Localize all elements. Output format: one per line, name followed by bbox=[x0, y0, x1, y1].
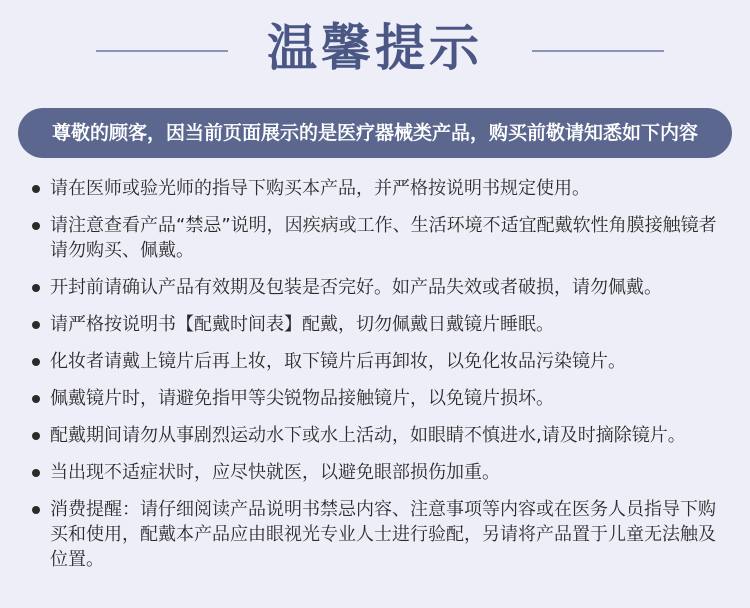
notice-banner: 尊敬的顾客，因当前页面展示的是医疗器械类产品，购买前敬请知悉如下内容 bbox=[18, 108, 732, 158]
bullet-icon bbox=[32, 321, 40, 329]
header bbox=[0, 16, 750, 80]
notice-item bbox=[30, 312, 730, 337]
notice-list bbox=[30, 176, 730, 584]
notice-text: 请在医师或验光师的指导下购买本产品，并严格按说明书规定使用。 bbox=[50, 178, 590, 199]
notice-item bbox=[30, 349, 730, 374]
bullet-icon bbox=[32, 222, 40, 230]
notice-item bbox=[30, 423, 730, 448]
title-divider-right bbox=[532, 50, 664, 52]
notice-text: 请注意查看产品“禁忌”说明，因疾病或工作、生活环境不适宜配戴软性角膜接触镜者请勿购买、佩戴。 bbox=[50, 215, 717, 261]
notice-text: 配戴期间请勿从事剧烈运动水下或水上活动，如眼睛不慎进水,请及时摘除镜片。 bbox=[50, 425, 686, 446]
bullet-icon bbox=[32, 395, 40, 403]
notice-text: 当出现不适症状时，应尽快就医，以避免眼部损伤加重。 bbox=[50, 462, 500, 483]
bullet-icon bbox=[32, 358, 40, 366]
notice-text: 开封前请确认产品有效期及包装是否完好。如产品失效或者破损，请勿佩戴。 bbox=[50, 277, 662, 298]
bullet-icon bbox=[32, 284, 40, 292]
notice-text: 消费提醒：请仔细阅读产品说明书禁忌内容、注意事项等内容或在医务人员指导下购买和使用，配戴本产品应由眼视光专业人士进行验配，另请将产品置于儿童无法触及位置。 bbox=[50, 499, 716, 570]
notice-item bbox=[30, 460, 730, 485]
notice-item bbox=[30, 386, 730, 411]
bullet-icon bbox=[32, 432, 40, 440]
notice-text: 佩戴镜片时，请避免指甲等尖锐物品接触镜片，以免镜片损坏。 bbox=[50, 388, 554, 409]
bullet-icon bbox=[32, 506, 40, 514]
notice-item bbox=[30, 213, 730, 263]
bullet-icon bbox=[32, 469, 40, 477]
page-title: 温馨提示 bbox=[267, 19, 483, 77]
notice-item bbox=[30, 275, 730, 300]
notice-text: 化妆者请戴上镜片后再上妆，取下镜片后再卸妆，以免化妆品污染镜片。 bbox=[50, 351, 626, 372]
notice-text: 请严格按说明书【配戴时间表】配戴，切勿佩戴日戴镜片睡眠。 bbox=[50, 314, 554, 335]
notice-item bbox=[30, 497, 730, 572]
notice-item bbox=[30, 176, 730, 201]
bullet-icon bbox=[32, 185, 40, 193]
